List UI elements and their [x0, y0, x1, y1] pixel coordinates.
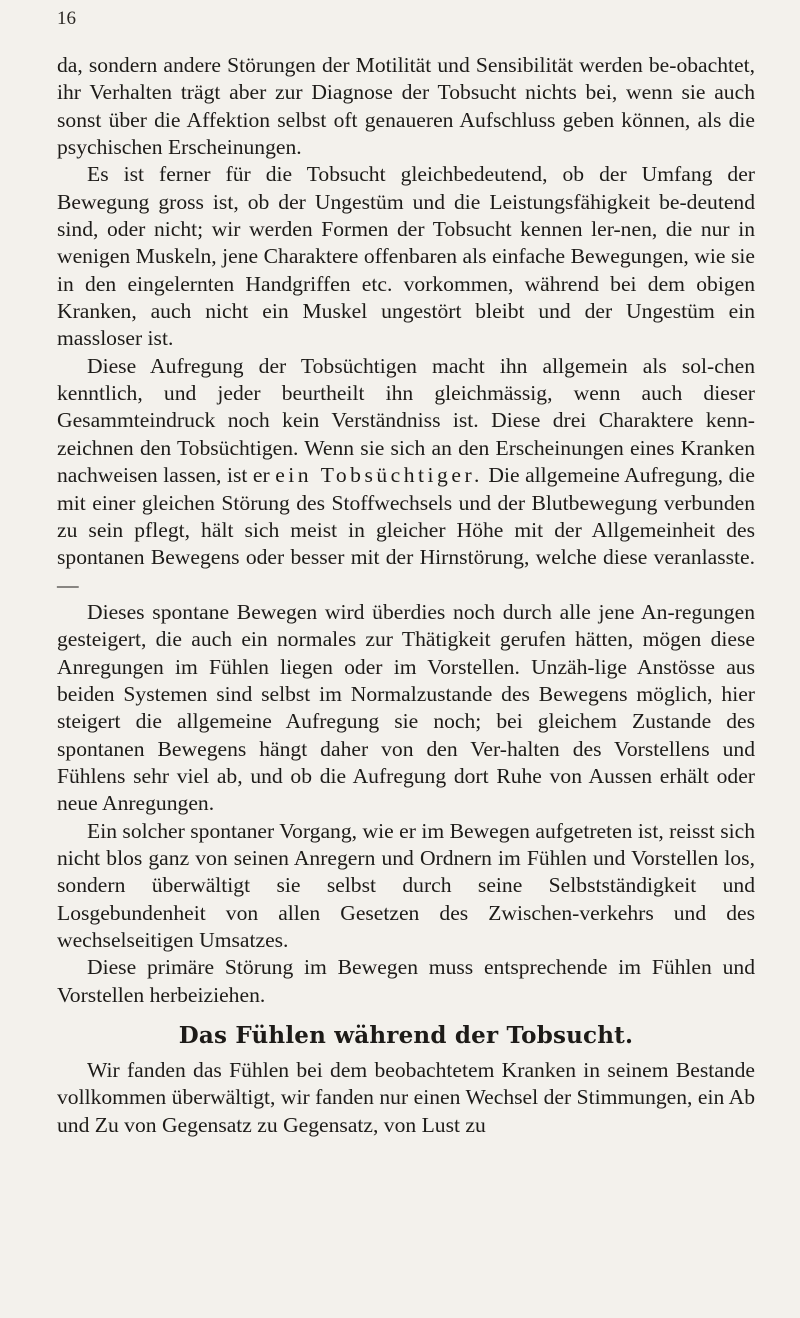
page-number: 16 — [57, 8, 76, 29]
body-text — [57, 52, 755, 1139]
emphasis-tobsuechtiger: ein Tobsüchtiger. — [275, 463, 483, 488]
paragraph-bewegung: Es ist ferner für die Tobsucht gleichbedeutend, ob der Umfang der Bewegung gross ist, ob der Ungestüm und die Leistungsfähigkeit be-deutend sind, oder nicht; wir werden Formen der Tobsucht kennen ler-nen, die nur in wenigen Muskeln, jene Charaktere offenbaren als einfache Bewegungen, wie sie in den eingelernten Handgriffen etc. vorkommen, während bei dem obigen Kranken, auch nicht ein Muskel ungestört bleibt und der Ungestüm ein massloser ist. — [57, 162, 755, 351]
paragraph-aufregung-start: Diese Aufregung der Tobsüchtigen macht ihn allgemein als sol-chen kenntlich, und jeder beurtheilt ihn gleichmässig, wenn auch dieser Gesammteindruck noch kein Verständniss ist. Diese drei Charaktere kenn-zeichnen den Tobsüchtigen. Wenn sie sich an den Erscheinungen eines Kranken nachweisen lassen, ist er — [57, 353, 755, 488]
paragraph-aufregung-end: Die allgemeine Aufregung, die mit einer gleichen Störung des Stoffwechsels und der Blutbewegung verbunden zu sein pflegt, hält sich meist in gleicher Höhe mit der Allgemeinheit des spontanen Bewegens oder besser mit der Hirnstörung, welche diese veranlasste. — — [57, 463, 755, 597]
paragraph-primaere-stoerung: Diese primäre Störung im Bewegen muss entsprechende im Fühlen und Vorstellen herbeiziehen. — [57, 955, 755, 1007]
paragraph-spontanes-bewegen: Dieses spontane Bewegen wird überdies noch durch alle jene An-regungen gesteigert, die auch ein normales zur Thätigkeit gerufen hätten, mögen diese Anregungen im Fühlen liegen oder im Vorstellen. Unzäh-lige Anstösse aus beiden Systemen sind selbst im Normalzustande des Bewegens möglich, hier steigert die allgemeine Aufregung sie noch; bei gleichem Zustande des spontanen Bewegens hängt daher von den Ver-halten des Vorstellens und Fühlens sehr viel ab, und ob die Aufregung dort Ruhe von Aussen erhält oder neue Anregungen. — [57, 599, 755, 816]
paragraph-fuehlen: Wir fanden das Fühlen bei dem beobachtetem Kranken in seinem Bestande vollkommen überwältigt, wir fanden nur einen Wechsel der Stimmungen, ein Ab und Zu von Gegensatz zu Gegensatz, von Lust zu — [57, 1058, 755, 1137]
paragraph-continuation: da, sondern andere Störungen der Motilität und Sensibilität werden be-obachtet, ihr Verhalten trägt aber zur Diagnose der Tobsucht nichts bei, wenn sie auch sonst über die Affektion selbst oft genaueren Aufschluss geben können, als die psychischen Erscheinungen. — [57, 53, 755, 160]
section-heading: Das Fühlen während der Tobsucht. — [178, 1022, 634, 1050]
paragraph-spontaner-vorgang: Ein solcher spontaner Vorgang, wie er im Bewegen aufgetreten ist, reisst sich nicht blos ganz von seinen Anregern und Ordnern im Fühlen und Vorstellen los, sondern überwältigt sie selbst durch seine Selbstständigkeit und Losgebundenheit von allen Gesetzen des Zwischen-verkehrs und des wechselseitigen Umsatzes. — [57, 818, 755, 952]
paragraph-aufregung — [57, 353, 755, 599]
